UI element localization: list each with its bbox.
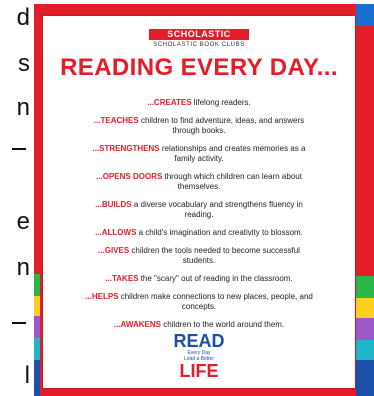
border-stripe: [356, 340, 374, 360]
dash-fragment: [12, 148, 26, 150]
list-item: ...OPENS DOORS through which children can learn about themselves.: [96, 172, 302, 191]
list-item: ...HELPS children make connections to new places, people, and concepts.: [85, 292, 313, 311]
border-stripe: [34, 296, 40, 316]
read-every-day-logo: [169, 332, 229, 380]
text-fragment: n: [16, 94, 30, 121]
poster-panel: [43, 16, 355, 388]
border-stripe: [34, 338, 40, 360]
text-fragment: n: [16, 254, 30, 281]
text-fragment: e: [16, 208, 30, 235]
dash-fragment: [12, 322, 26, 324]
reading-poster: [34, 4, 374, 396]
border-stripe: [356, 276, 374, 298]
list-item: ...GIVES children the tools needed to become successful students.: [98, 246, 300, 265]
border-stripe: [34, 316, 40, 338]
brand-logo: SCHOLASTIC: [149, 29, 249, 40]
border-stripe: [356, 298, 374, 318]
list-item: ...AWAKENS children to the world around them.: [113, 320, 285, 329]
border-stripe: [356, 4, 374, 26]
benefits-list: [43, 98, 355, 338]
list-item: ...TEACHES children to find adventure, ideas, and answers through books.: [93, 116, 305, 135]
logo-read-text: READ: [173, 331, 225, 351]
list-item: ...ALLOWS a child's imagination and creativity to blossom.: [95, 228, 303, 237]
logo-tagline: Lead a Better: [183, 356, 215, 362]
border-stripe: [356, 318, 374, 340]
list-item: ...TAKES the "scary" out of reading in the classroom.: [105, 274, 293, 283]
border-stripe: [356, 26, 374, 276]
text-fragment: l: [24, 362, 30, 389]
logo-life-text: LIFE: [179, 361, 219, 381]
logo-tagline: Every Day: [187, 350, 211, 356]
text-fragment: d: [16, 4, 30, 31]
list-item: ...CREATES lifelong readers.: [147, 98, 251, 107]
cropped-text-column: [0, 0, 34, 396]
list-item: ...STRENGTHENS relationships and creates memories as a family activity.: [92, 144, 306, 163]
border-stripe: [356, 360, 374, 396]
poster-headline: READING EVERY DAY...: [60, 54, 338, 81]
text-fragment: s: [18, 50, 30, 77]
border-stripe: [34, 274, 40, 296]
border-stripe: [34, 360, 40, 396]
list-item: ...BUILDS a diverse vocabulary and strengthens fluency in reading.: [95, 200, 303, 219]
brand-subtitle: SCHOLASTIC BOOK CLUBS: [153, 42, 245, 48]
